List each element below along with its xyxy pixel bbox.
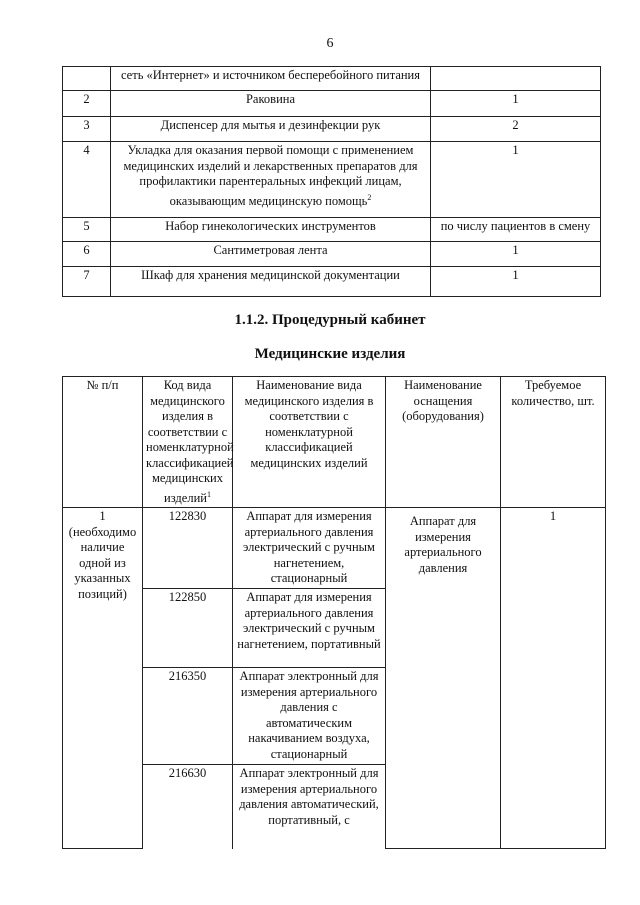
device-code: 216350: [143, 668, 233, 765]
row-note: (необходимо наличие одной из указанных позиций): [68, 524, 137, 601]
item-name-text: Укладка для оказания первой помощи с применением медицинских изделий и лекарственных препаратов для профилактики парентеральных инфекций лицам, оказывающим медицинскую помощь: [123, 143, 418, 208]
item-name: Сантиметровая лента: [111, 242, 431, 267]
table-row: [63, 218, 601, 242]
table-row: [63, 267, 601, 297]
required-qty: 1: [501, 508, 606, 849]
header-row: [63, 377, 606, 508]
item-qty: 2: [431, 117, 601, 142]
item-qty: 1: [431, 242, 601, 267]
row-number: 2: [63, 91, 111, 117]
item-name: Диспенсер для мытья и дезинфекции рук: [111, 117, 431, 142]
device-code: 216630: [143, 765, 233, 849]
item-qty: 1: [431, 267, 601, 297]
table-row: [63, 67, 601, 91]
item-name: Раковина: [111, 91, 431, 117]
item-name: [111, 142, 431, 218]
device-name: Аппарат электронный для измерения артериального давления с автоматическим накачиванием воздуха, стационарный: [233, 668, 386, 765]
item-name: Шкаф для хранения медицинской документации: [111, 267, 431, 297]
item-qty: [431, 67, 601, 91]
page-number: 6: [326, 36, 334, 51]
device-name: Аппарат электронный для измерения артериального давления автоматический, портативный, с: [233, 765, 386, 849]
device-name: Аппарат для измерения артериального давления электрический с ручным нагнетением, стационарный: [233, 508, 386, 589]
footnote-ref: 1: [206, 489, 211, 499]
table-row: [63, 142, 601, 218]
device-code: 122850: [143, 589, 233, 668]
item-qty: по числу пациентов в смену: [431, 218, 601, 242]
header-num: № п/п: [63, 377, 143, 508]
row-number: 3: [63, 117, 111, 142]
equipment-table-continued: [62, 66, 601, 297]
row-number: [63, 67, 111, 91]
header-code: [143, 377, 233, 508]
footnote-ref: 2: [367, 192, 372, 202]
item-name: Набор гинекологических инструментов: [111, 218, 431, 242]
header-equipment: Наименование оснащения (оборудования): [386, 377, 501, 508]
device-name: Аппарат для измерения артериального давления электрический с ручным нагнетением, портативный: [233, 589, 386, 668]
equipment-name: Аппарат для измерения артериального давления: [386, 508, 501, 849]
row-number-value: 1: [99, 509, 106, 524]
medical-devices-table: [62, 376, 606, 849]
table-row: [63, 508, 606, 589]
item-name: сеть «Интернет» и источником бесперебойного питания: [111, 67, 431, 91]
header-kind-name: Наименование вида медицинского изделия в соответствии с номенклатурной классификацией медицинских изделий: [233, 377, 386, 508]
row-number: 6: [63, 242, 111, 267]
item-qty: 1: [431, 142, 601, 218]
device-code: 122830: [143, 508, 233, 589]
table-row: [63, 91, 601, 117]
table-row: [63, 242, 601, 267]
header-code-text: Код вида медицинского изделия в соответствии с номенклатурной классификацией медицинских изделий: [146, 378, 234, 505]
section-title: 1.1.2. Процедурный кабинет: [234, 312, 426, 328]
table-row: [63, 117, 601, 142]
subsection-title: Медицинские изделия: [254, 346, 406, 362]
row-number: 5: [63, 218, 111, 242]
header-qty: Требуемое количество, шт.: [501, 377, 606, 508]
item-qty: 1: [431, 91, 601, 117]
row-number: 4: [63, 142, 111, 218]
row-number: [63, 508, 143, 849]
row-number: 7: [63, 267, 111, 297]
